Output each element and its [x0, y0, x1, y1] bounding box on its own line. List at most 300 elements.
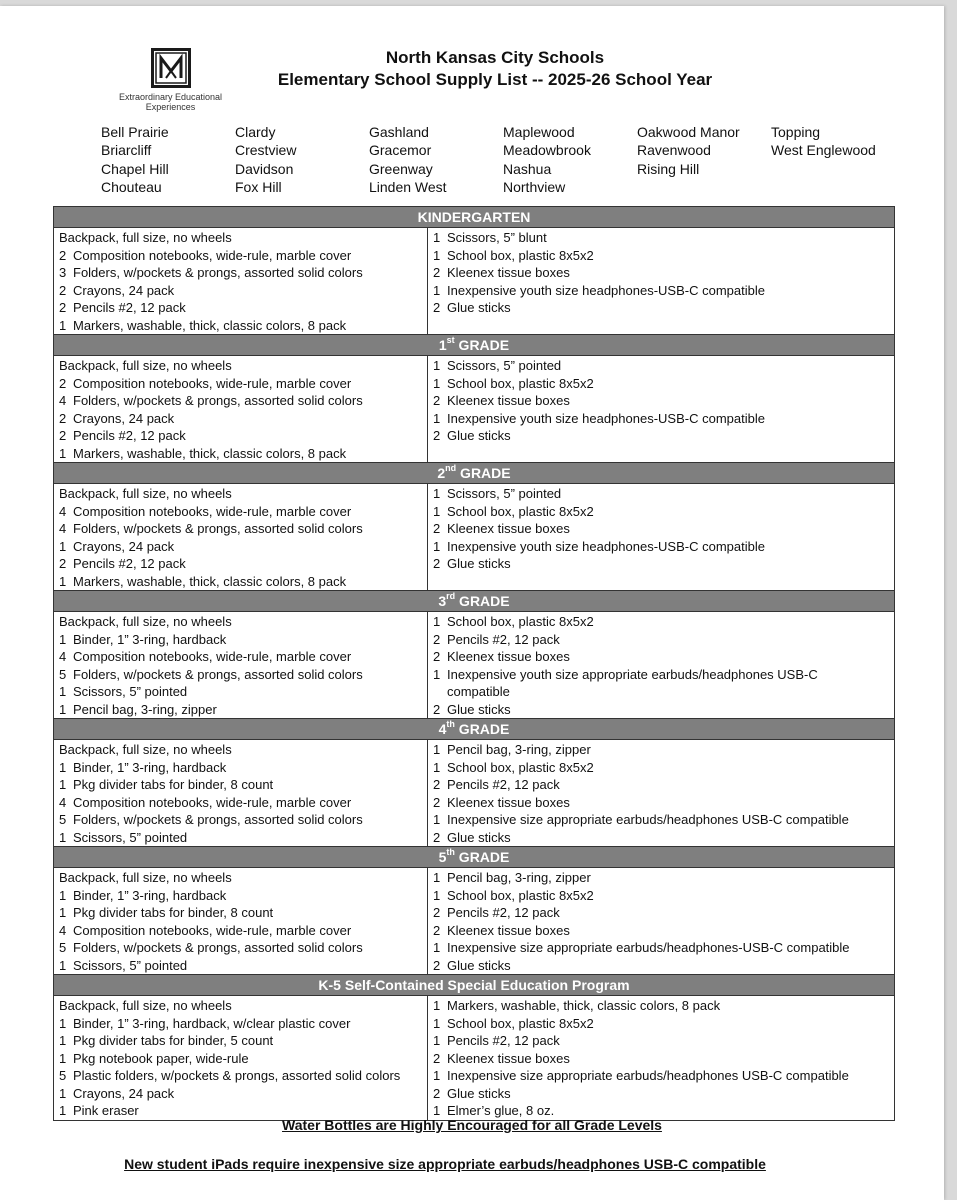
item-description: Pencils #2, 12 pack: [73, 428, 186, 443]
item-description: Scissors, 5” blunt: [447, 230, 547, 245]
item-quantity: 2: [433, 957, 441, 973]
school-name: Crestview: [235, 142, 297, 159]
item-description: Inexpensive size appropriate earbuds/headphones-USB-C compatible: [447, 940, 850, 955]
supply-item: [59, 887, 423, 905]
supply-item: [433, 613, 890, 631]
item-description: Inexpensive youth size headphones-USB-C compatible: [447, 538, 765, 554]
item-quantity: 1: [59, 701, 67, 717]
item-description: Inexpensive size appropriate earbuds/headphones USB-C compatible: [447, 812, 849, 827]
school-name: Northview: [503, 179, 566, 196]
item-description: Pencil bag, 3-ring, zipper: [73, 701, 217, 717]
item-quantity: 1: [433, 742, 441, 757]
item-quantity: 2: [433, 905, 441, 920]
item-quantity: 4: [59, 393, 67, 408]
item-description: Pkg notebook paper, wide-rule: [73, 1050, 249, 1066]
school-column: [369, 123, 447, 197]
item-quantity: 1: [59, 777, 67, 792]
item-quantity: 1: [433, 375, 441, 391]
item-description: Elmer’s glue, 8 oz.: [447, 1103, 555, 1118]
supply-item: [433, 741, 890, 759]
supply-item: [59, 573, 423, 591]
item-quantity: 1: [59, 887, 67, 903]
supply-item: [59, 957, 423, 975]
supply-item: [59, 1067, 423, 1085]
supply-item: [59, 741, 423, 759]
item-quantity: 4: [59, 922, 67, 938]
item-quantity: 2: [433, 428, 441, 443]
item-quantity: 2: [433, 829, 441, 845]
supply-item: [59, 317, 423, 335]
item-description: Composition notebooks, wide-rule, marble cover: [73, 794, 352, 810]
item-description: Glue sticks: [447, 1085, 511, 1101]
supply-item: [59, 282, 423, 300]
supply-column-right: [428, 868, 894, 974]
item-quantity: 5: [59, 666, 67, 682]
supply-item: [59, 299, 423, 317]
school-name: Meadowbrook: [503, 142, 591, 159]
item-quantity: 2: [433, 922, 441, 938]
supply-item: [433, 375, 890, 393]
supply-item: [59, 776, 423, 794]
supply-item: [433, 555, 890, 573]
supply-column-right: [428, 740, 894, 846]
item-quantity: 1: [433, 247, 441, 263]
item-quantity: 1: [59, 684, 67, 699]
supply-column-right: [428, 996, 894, 1120]
supply-item: [433, 427, 890, 445]
section-header: [54, 719, 894, 740]
supply-item: [433, 939, 890, 957]
item-quantity: 5: [59, 940, 67, 955]
item-quantity: 1: [433, 538, 441, 554]
supply-item: [59, 247, 423, 265]
supply-item: [59, 1032, 423, 1050]
item-quantity: 2: [59, 428, 67, 443]
item-description: Kleenex tissue boxes: [447, 649, 570, 664]
school-column: [101, 123, 169, 197]
section-header: [54, 207, 894, 228]
supply-item: [59, 794, 423, 812]
title-line1: North Kansas City Schools: [385, 48, 605, 67]
supply-item: [59, 375, 423, 393]
item-description: School box, plastic 8x5x2: [447, 614, 594, 629]
supply-item: [433, 922, 890, 940]
section-header: [54, 463, 894, 484]
item-description: Kleenex tissue boxes: [447, 521, 570, 536]
supply-column-left: [54, 484, 428, 590]
item-description: Inexpensive youth size appropriate earbuds/headphones USB-C compatible: [447, 666, 818, 699]
item-description: Backpack, full size, no wheels: [59, 358, 232, 373]
item-quantity: 2: [433, 300, 441, 315]
item-quantity: 1: [59, 759, 67, 775]
item-description: Folders, w/pockets & prongs, assorted solid colors: [73, 393, 363, 408]
section-header: [54, 335, 894, 356]
district-logo: [108, 48, 233, 112]
item-description: Glue sticks: [447, 300, 511, 315]
supply-item: [433, 1085, 890, 1103]
item-quantity: 1: [59, 957, 67, 973]
supply-item: [59, 701, 423, 719]
item-quantity: 1: [59, 573, 67, 589]
section-title: KINDERGARTEN: [417, 209, 531, 225]
section-title-suffix: GRADE: [455, 593, 510, 609]
supply-item: [433, 392, 890, 410]
item-description: Folders, w/pockets & prongs, assorted solid colors: [73, 940, 363, 955]
item-description: Glue sticks: [447, 957, 511, 973]
item-description: Composition notebooks, wide-rule, marble cover: [73, 503, 352, 519]
section-title-ordinal: st: [446, 335, 455, 346]
supply-column-left: [54, 612, 428, 718]
supply-item: [59, 392, 423, 410]
item-quantity: 1: [433, 998, 441, 1013]
item-quantity: 2: [59, 375, 67, 391]
section-title: 4: [438, 721, 447, 737]
supply-item: [433, 759, 890, 777]
item-description: Glue sticks: [447, 556, 511, 571]
section-title-ordinal: nd: [445, 463, 457, 474]
item-description: Kleenex tissue boxes: [447, 393, 570, 408]
supply-item: [59, 538, 423, 556]
supply-item: [59, 904, 423, 922]
item-description: Plastic folders, w/pockets & prongs, assorted solid colors: [73, 1068, 401, 1083]
item-description: Folders, w/pockets & prongs, assorted solid colors: [73, 521, 363, 536]
section-title: 2: [437, 465, 446, 481]
section-title-ordinal: rd: [446, 591, 456, 602]
item-description: Pkg divider tabs for binder, 8 count: [73, 777, 274, 792]
item-description: School box, plastic 8x5x2: [447, 759, 594, 775]
supply-item: [433, 410, 890, 428]
item-quantity: 1: [433, 230, 441, 245]
nkc-logo-icon: [151, 48, 191, 88]
item-description: Kleenex tissue boxes: [447, 922, 570, 938]
item-quantity: 4: [59, 794, 67, 810]
water-bottle-note: Water Bottles are Highly Encouraged for all Grade Levels: [282, 1117, 662, 1133]
item-description: Kleenex tissue boxes: [447, 794, 570, 810]
supply-item: [59, 264, 423, 282]
item-quantity: 5: [59, 812, 67, 827]
school-column: [637, 123, 740, 178]
supply-item: [433, 631, 890, 649]
item-description: Crayons, 24 pack: [73, 538, 175, 554]
item-quantity: 2: [59, 247, 67, 263]
item-description: Scissors, 5” pointed: [73, 684, 188, 699]
school-name: Greenway: [369, 160, 433, 177]
supply-item: [433, 1067, 890, 1085]
supply-item: [433, 1015, 890, 1033]
supply-column-left: [54, 740, 428, 846]
item-description: Glue sticks: [447, 829, 511, 845]
item-description: Scissors, 5” pointed: [447, 358, 562, 373]
item-quantity: 1: [59, 829, 67, 845]
item-description: Crayons, 24 pack: [73, 1085, 175, 1101]
supply-item: [59, 1050, 423, 1068]
item-quantity: 1: [59, 538, 67, 554]
item-description: Binder, 1” 3-ring, hardback: [73, 759, 227, 775]
supply-column-right: [428, 484, 894, 590]
item-description: Scissors, 5” pointed: [447, 486, 562, 501]
item-quantity: 3: [59, 265, 67, 280]
item-quantity: 4: [59, 649, 67, 664]
section-header: [54, 591, 894, 612]
supply-item: [59, 811, 423, 829]
item-quantity: 1: [59, 1085, 67, 1101]
item-quantity: 2: [59, 300, 67, 315]
supply-item: [59, 666, 423, 684]
item-quantity: 4: [59, 521, 67, 536]
school-name: Chouteau: [101, 179, 162, 196]
supply-item: [59, 869, 423, 887]
item-quantity: 2: [433, 649, 441, 664]
supply-item: [59, 555, 423, 573]
supply-item: [59, 445, 423, 463]
item-quantity: 1: [59, 1033, 67, 1048]
school-column: [503, 123, 591, 197]
supply-item: [433, 957, 890, 975]
supply-item: [433, 503, 890, 521]
item-description: Pkg divider tabs for binder, 8 count: [73, 905, 274, 920]
school-name: Bell Prairie: [101, 124, 169, 140]
item-description: Scissors, 5” pointed: [73, 829, 188, 845]
school-name: Ravenwood: [637, 142, 711, 159]
supply-item: [433, 1050, 890, 1068]
item-quantity: 1: [433, 1103, 441, 1118]
section-body: [54, 996, 894, 1120]
section-title-suffix: GRADE: [454, 721, 510, 737]
section-title: 1: [438, 337, 447, 353]
item-quantity: 2: [433, 1050, 441, 1066]
item-quantity: 5: [59, 1068, 67, 1083]
item-quantity: 1: [433, 1033, 441, 1048]
item-quantity: 1: [433, 358, 441, 373]
item-description: School box, plastic 8x5x2: [447, 887, 594, 903]
section-body: [54, 740, 894, 847]
logo-tagline: [108, 92, 233, 112]
item-description: Composition notebooks, wide-rule, marble cover: [73, 375, 352, 391]
item-description: Binder, 1” 3-ring, hardback: [73, 631, 227, 647]
supply-item: [433, 485, 890, 503]
supply-item: [433, 666, 890, 701]
supply-item: [433, 1032, 890, 1050]
item-description: Markers, washable, thick, classic colors, 8 pack: [447, 998, 721, 1013]
supply-item: [59, 648, 423, 666]
item-description: Binder, 1” 3-ring, hardback: [73, 887, 227, 903]
supply-item: [433, 887, 890, 905]
item-description: School box, plastic 8x5x2: [447, 375, 594, 391]
supply-item: [433, 538, 890, 556]
item-quantity: 1: [433, 666, 441, 682]
section-title-suffix: GRADE: [454, 849, 510, 865]
item-description: Folders, w/pockets & prongs, assorted solid colors: [73, 812, 363, 827]
item-description: Folders, w/pockets & prongs, assorted solid colors: [73, 666, 363, 682]
supply-item: [59, 357, 423, 375]
supply-column-left: [54, 356, 428, 462]
item-description: Scissors, 5” pointed: [73, 957, 188, 973]
supply-item: [433, 229, 890, 247]
item-quantity: 2: [433, 556, 441, 571]
supply-item: [433, 829, 890, 847]
supply-item: [59, 229, 423, 247]
item-quantity: 1: [433, 940, 441, 955]
item-description: Crayons, 24 pack: [73, 282, 175, 298]
item-description: Pencils #2, 12 pack: [73, 300, 186, 315]
item-description: Pencil bag, 3-ring, zipper: [447, 742, 591, 757]
item-description: Markers, washable, thick, classic colors, 8 pack: [73, 445, 347, 461]
section-body: [54, 228, 894, 335]
section-title-ordinal: th: [446, 847, 455, 858]
item-description: Backpack, full size, no wheels: [59, 614, 232, 629]
item-description: Markers, washable, thick, classic colors, 8 pack: [73, 573, 347, 589]
item-description: Composition notebooks, wide-rule, marble cover: [73, 247, 352, 263]
item-description: Kleenex tissue boxes: [447, 1050, 570, 1066]
item-quantity: 1: [433, 887, 441, 903]
item-description: Pencil bag, 3-ring, zipper: [447, 870, 591, 885]
item-description: Backpack, full size, no wheels: [59, 870, 232, 885]
supply-item: [59, 520, 423, 538]
item-description: Folders, w/pockets & prongs, assorted solid colors: [73, 265, 363, 280]
item-quantity: 1: [433, 1068, 441, 1083]
supply-column-right: [428, 228, 894, 334]
supply-table: [53, 206, 895, 1121]
item-description: Binder, 1” 3-ring, hardback, w/clear plastic cover: [73, 1015, 351, 1031]
item-quantity: 1: [433, 503, 441, 519]
supply-item: [59, 503, 423, 521]
school-name: Briarcliff: [101, 142, 152, 159]
item-quantity: 2: [433, 631, 441, 647]
supply-item: [59, 631, 423, 649]
school-name: West Englewood: [771, 142, 876, 159]
school-name: Maplewood: [503, 124, 575, 140]
supply-item: [433, 794, 890, 812]
item-description: Inexpensive size appropriate earbuds/headphones USB-C compatible: [447, 1068, 849, 1083]
supply-item: [59, 1085, 423, 1103]
school-name: Rising Hill: [637, 160, 700, 177]
school-name: Gashland: [369, 124, 429, 140]
title-line2: Elementary School Supply List -- 2025-26 School Year: [277, 70, 713, 89]
supply-item: [433, 282, 890, 300]
item-description: Composition notebooks, wide-rule, marble cover: [73, 649, 352, 664]
supply-item: [433, 997, 890, 1015]
supply-item: [59, 829, 423, 847]
item-quantity: 2: [433, 393, 441, 408]
section-title: 3: [438, 593, 447, 609]
item-quantity: 1: [59, 445, 67, 461]
supply-item: [59, 939, 423, 957]
item-quantity: 1: [433, 812, 441, 827]
item-description: Pencils #2, 12 pack: [447, 631, 560, 647]
supply-item: [59, 410, 423, 428]
supply-item: [433, 520, 890, 538]
item-quantity: 2: [59, 556, 67, 571]
school-name: Topping: [771, 124, 821, 140]
item-description: Backpack, full size, no wheels: [59, 230, 232, 245]
school-name: Nashua: [503, 160, 552, 177]
supply-column-left: [54, 228, 428, 334]
section-title-suffix: GRADE: [454, 337, 510, 353]
item-quantity: 2: [433, 1085, 441, 1101]
supply-item: [59, 427, 423, 445]
supply-item: [433, 776, 890, 794]
item-description: Glue sticks: [447, 701, 511, 717]
item-quantity: 2: [433, 777, 441, 792]
section-body: [54, 612, 894, 719]
section-body: [54, 868, 894, 975]
item-quantity: 2: [59, 282, 67, 298]
item-description: Pencils #2, 12 pack: [447, 1033, 560, 1048]
item-quantity: 2: [59, 410, 67, 426]
item-description: Pencils #2, 12 pack: [447, 905, 560, 920]
school-name: Linden West: [369, 179, 447, 196]
item-quantity: 1: [433, 870, 441, 885]
ipad-earbuds-note: New student iPads require inexpensive size appropriate earbuds/headphones USB-C compatible: [124, 1156, 766, 1172]
item-description: Backpack, full size, no wheels: [59, 742, 232, 757]
item-description: Glue sticks: [447, 428, 511, 443]
item-quantity: 2: [433, 794, 441, 810]
school-column: [235, 123, 296, 197]
item-quantity: 1: [59, 317, 67, 333]
item-description: School box, plastic 8x5x2: [447, 503, 594, 519]
item-quantity: 1: [59, 631, 67, 647]
item-quantity: 1: [59, 1050, 67, 1066]
item-description: School box, plastic 8x5x2: [447, 247, 594, 263]
document-page: [0, 6, 944, 1200]
item-description: Inexpensive youth size headphones-USB-C compatible: [447, 410, 765, 426]
item-quantity: 1: [59, 905, 67, 920]
item-quantity: 4: [59, 503, 67, 519]
section-title: K-5 Self-Contained Special Education Program: [318, 977, 630, 993]
page-title: [250, 47, 740, 91]
item-description: Crayons, 24 pack: [73, 410, 175, 426]
section-header: [54, 975, 894, 996]
item-quantity: 1: [59, 1103, 67, 1118]
item-description: Backpack, full size, no wheels: [59, 998, 232, 1013]
supply-column-left: [54, 868, 428, 974]
supply-item: [433, 811, 890, 829]
supply-item: [59, 759, 423, 777]
item-quantity: 2: [433, 265, 441, 280]
item-description: Composition notebooks, wide-rule, marble cover: [73, 922, 352, 938]
item-quantity: 2: [433, 521, 441, 536]
supply-column-right: [428, 356, 894, 462]
supply-item: [433, 701, 890, 719]
item-description: Backpack, full size, no wheels: [59, 486, 232, 501]
supply-item: [433, 264, 890, 282]
supply-item: [433, 357, 890, 375]
school-name: Clardy: [235, 124, 276, 140]
school-column: [771, 123, 876, 160]
section-title-ordinal: th: [446, 719, 455, 730]
item-description: Kleenex tissue boxes: [447, 265, 570, 280]
item-description: Pencils #2, 12 pack: [447, 777, 560, 792]
section-body: [54, 356, 894, 463]
section-body: [54, 484, 894, 591]
school-name: Gracemor: [369, 142, 432, 159]
supply-item: [59, 485, 423, 503]
item-quantity: 1: [59, 1015, 67, 1031]
item-description: Inexpensive youth size headphones-USB-C compatible: [447, 282, 765, 298]
item-description: Pkg divider tabs for binder, 5 count: [73, 1033, 274, 1048]
logo-tagline-line2: Experiences: [145, 102, 196, 112]
item-description: Pencils #2, 12 pack: [73, 556, 186, 571]
item-quantity: 1: [433, 614, 441, 629]
supply-item: [433, 648, 890, 666]
school-name: Fox Hill: [235, 179, 282, 196]
supply-item: [59, 922, 423, 940]
item-quantity: 1: [433, 1015, 441, 1031]
item-quantity: 2: [433, 701, 441, 717]
section-title-suffix: GRADE: [456, 465, 511, 481]
supply-column-left: [54, 996, 428, 1120]
item-quantity: 1: [433, 759, 441, 775]
